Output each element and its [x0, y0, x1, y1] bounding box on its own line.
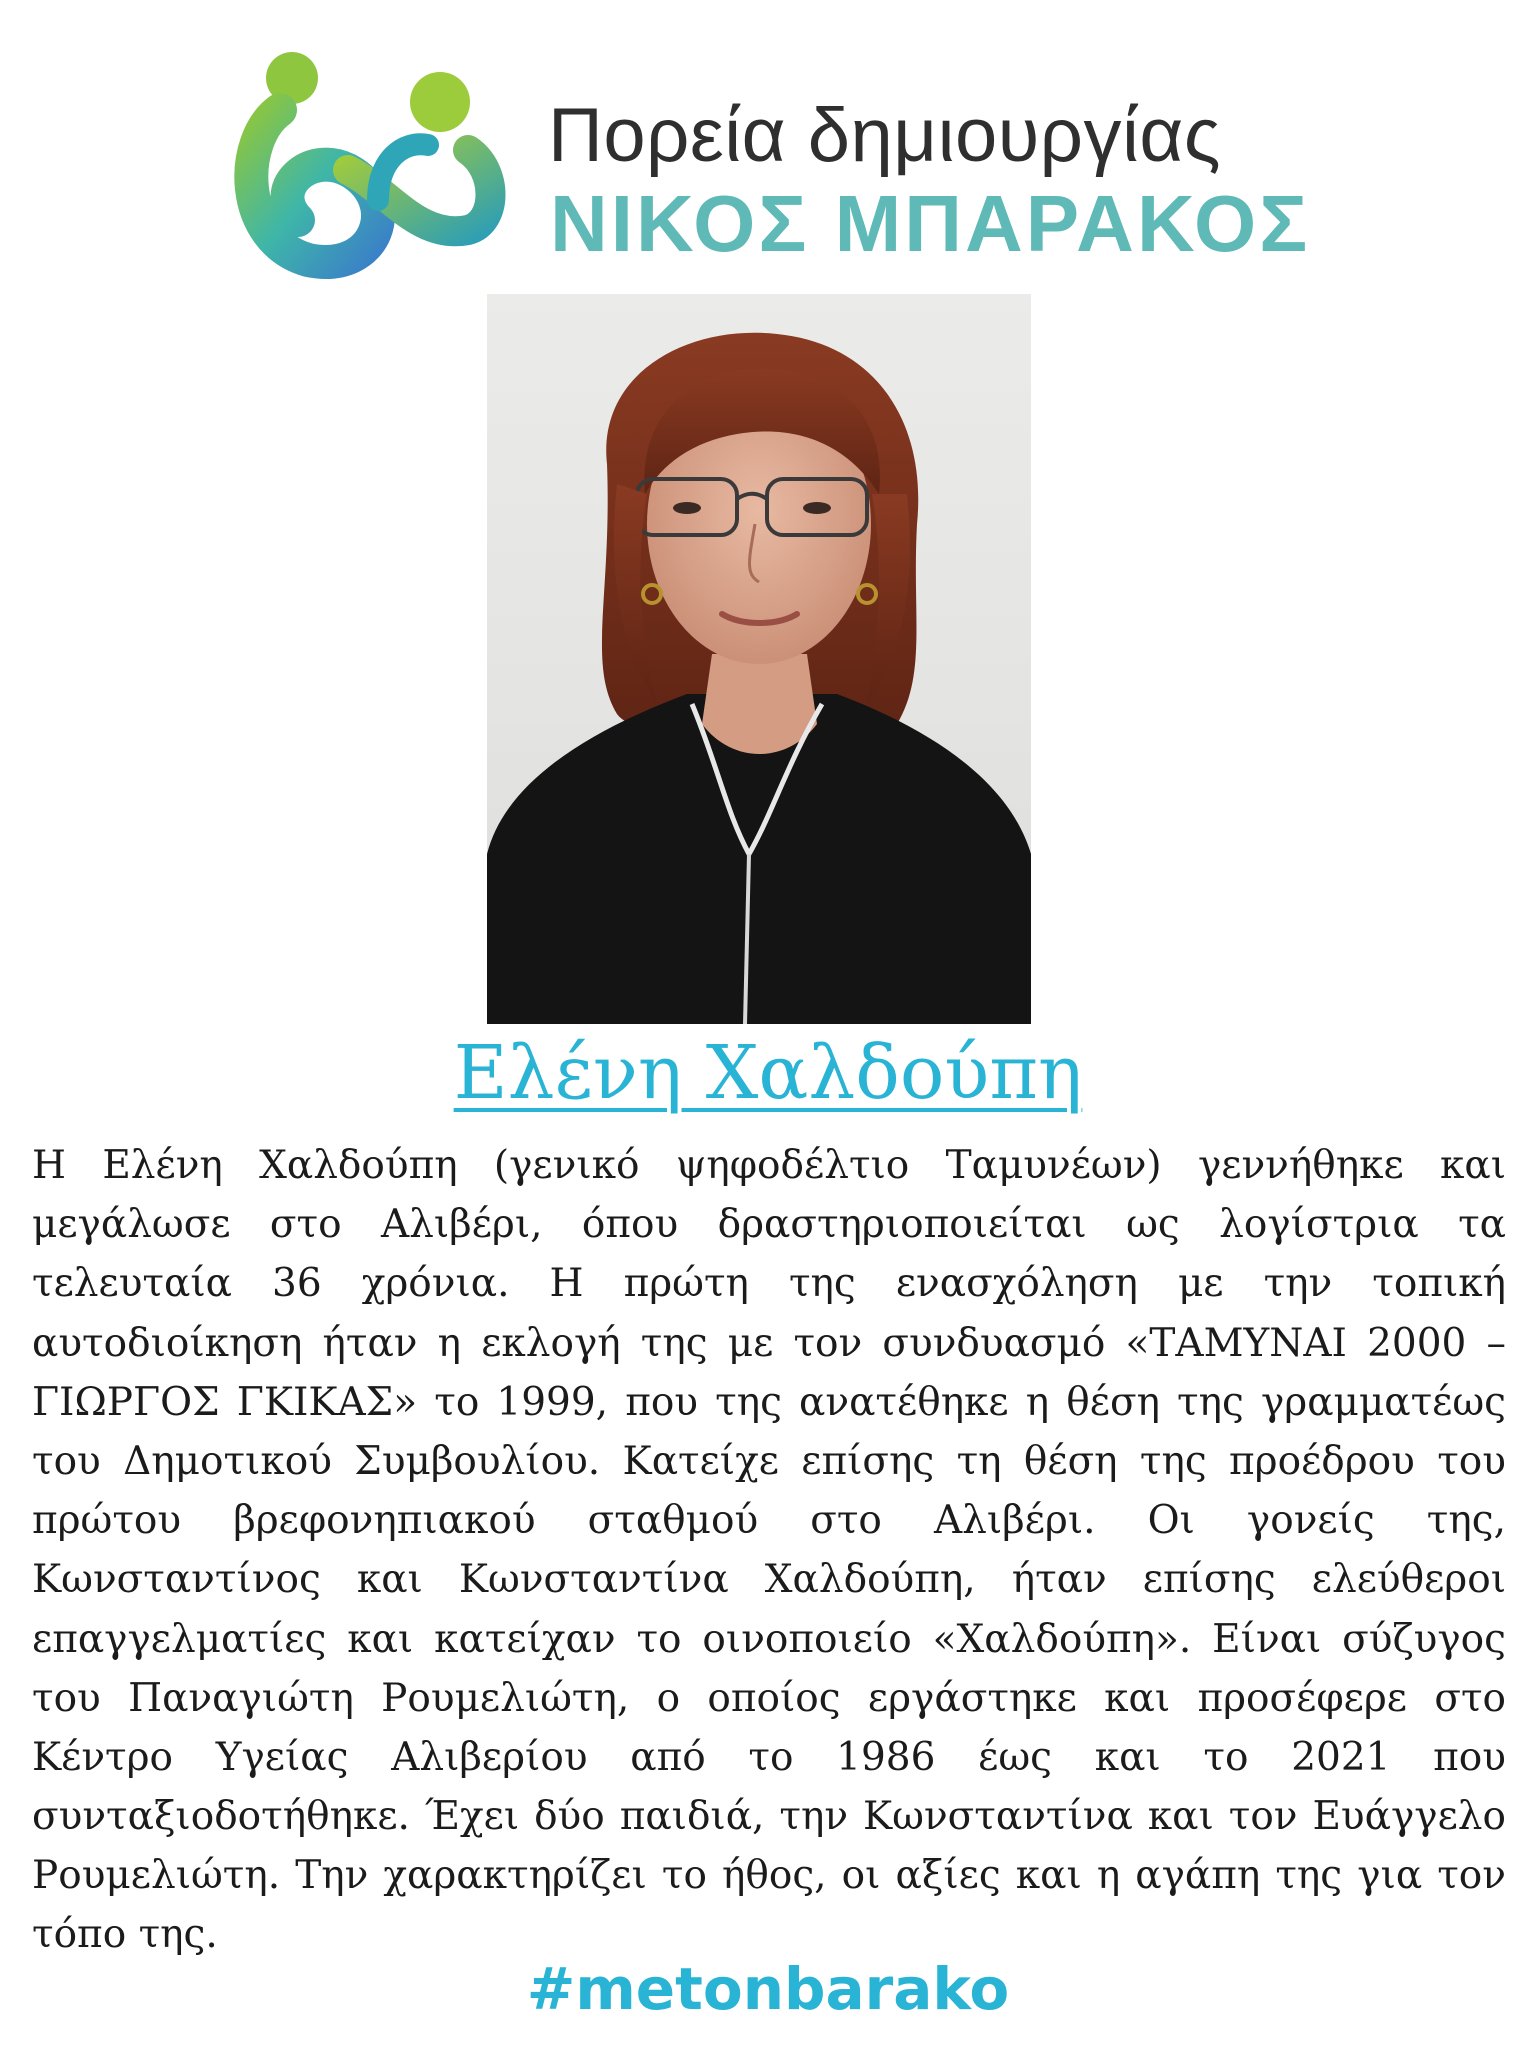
bio-line: αυτοδιοίκηση ήταν η εκλογή της με τον συνδυασμό «ΤΑΜΥΝΑΙ 2000 – — [32, 1320, 1506, 1366]
bio-line: πρώτου βρεφονηπιακού σταθμού στο Αλιβέρι. Οι γονείς της, — [32, 1498, 1506, 1544]
logo-tagline: Πορεία δημιουργίας — [548, 93, 1221, 178]
candidate-bio — [32, 1136, 1506, 1965]
bio-line: μεγάλωσε στο Αλιβέρι, όπου δραστηριοποιείται ως λογίστρια τα — [32, 1202, 1506, 1248]
bio-line: Η Ελένη Χαλδούπη (γενικό ψηφοδέλτιο Ταμυνέων) γεννήθηκε και — [32, 1143, 1506, 1188]
bio-line: Κωνσταντίνος και Κωνσταντίνα Χαλδούπη, ήταν επίσης ελεύθεροι — [32, 1557, 1506, 1603]
bio-line: τόπο της. — [32, 1912, 218, 1958]
bio-line: του Δημοτικού Συμβουλίου. Κατείχε επίσης τη θέση της προέδρου του — [32, 1438, 1506, 1484]
bio-line: Ρουμελιώτη. Την χαρακτηρίζει το ήθος, οι αξίες και η αγάπη της για τον — [32, 1853, 1506, 1899]
bio-line: Κέντρο Υγείας Αλιβερίου από το 1986 έως και το 2021 που — [32, 1734, 1506, 1780]
bio-line: του Παναγιώτη Ρουμελιώτη, ο οποίος εργάστηκε και προσέφερε στο — [32, 1675, 1506, 1721]
bio-line: τελευταία 36 χρόνια. Η πρώτη της ενασχόληση με την τοπική — [32, 1261, 1506, 1307]
campaign-logo-mark-icon — [228, 40, 528, 290]
candidate-portrait-image — [487, 294, 1031, 1024]
bio-line: ΓΙΩΡΓΟΣ ΓΚΙΚΑΣ» το 1999, που της ανατέθηκε η θέση της γραμματέως — [32, 1379, 1506, 1425]
logo-candidate-name: ΝΙΚΟΣ ΜΠΑΡΑΚΟΣ — [550, 179, 1311, 268]
bio-line: συνταξιοδοτήθηκε. Έχει δύο παιδιά, την Κωνσταντίνα και τον Ευάγγελο — [32, 1794, 1506, 1840]
campaign-hashtag[interactable]: #metonbarako — [526, 1955, 1010, 2023]
candidate-name[interactable]: Ελένη Χαλδούπη — [453, 1030, 1083, 1116]
candidate-photo — [487, 294, 1031, 1024]
bio-line: επαγγελματίες και κατείχαν το οινοποιείο «Χαλδούπη». Είναι σύζυγος — [32, 1616, 1506, 1662]
campaign-logo — [228, 40, 1328, 290]
